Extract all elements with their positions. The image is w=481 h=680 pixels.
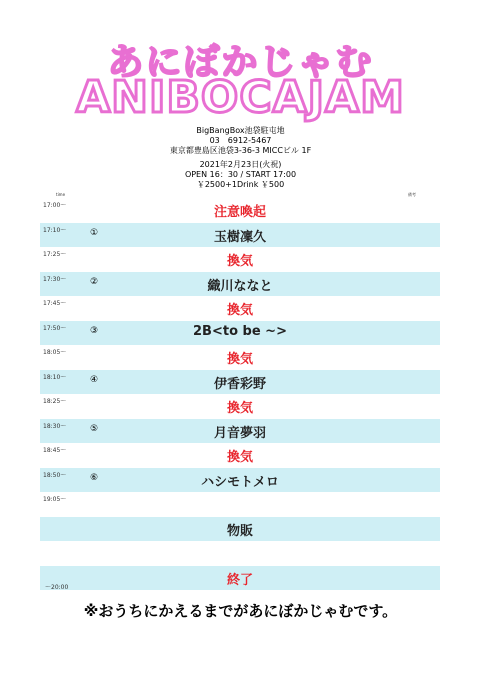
time-column-label: time [56,192,66,197]
timetable-row [40,566,440,591]
timetable-row [40,394,440,419]
row-time: 17:45〜 [43,300,67,307]
venue-name: BigBangBox池袋駐屯地 [196,126,285,135]
row-number: ④ [90,374,99,385]
timetable-row [40,443,440,468]
row-time: 17:00〜 [43,202,67,209]
row-time: 18:30〜 [43,422,67,430]
row-time: 18:50〜 [43,471,67,479]
notes-column-label: 備考 [408,192,416,197]
timetable-row [40,517,440,542]
logo-title-english: ANIBOCAJAM [76,72,405,123]
row-title: 換気 [226,254,253,269]
footer-note: ※おうちにかえるまでがあにぼかじゃむです。 [83,602,398,620]
row-title: 終了 [226,572,253,588]
timetable-row [40,321,440,346]
row-title: 玉樹凜久 [213,229,266,245]
row-title: ハシモトメロ [201,474,279,490]
timetable [40,198,440,590]
end-time: 〜20:00 [45,583,69,591]
timetable-row [40,370,440,395]
row-number: ⑥ [90,472,99,483]
logo-title-japanese: あにぼかじゃむ [107,42,374,83]
row-time: 19:05〜 [43,496,67,503]
row-title: 物販 [226,523,253,539]
timetable-row [40,272,440,297]
row-title: 換気 [226,401,253,416]
event-times: OPEN 16：30 / START 17:00 [184,170,297,179]
timetable-row [40,345,440,370]
row-time: 17:30〜 [43,275,67,283]
timetable-row [40,468,440,493]
row-title: 換気 [226,352,253,367]
row-number: ② [90,276,99,287]
row-title: 2B<to be ~> [193,323,287,339]
timetable-row [40,247,440,272]
venue-address: 東京都豊島区池袋3-36-3 MICCビル 1F [169,146,312,155]
timetable-row [40,492,440,517]
event-price: ￥2500+1Drink ￥500 [196,180,285,189]
row-title: 注意喚起 [213,205,266,220]
row-time: 17:10〜 [43,226,67,234]
timetable-row [40,296,440,321]
venue-phone: 03 6912-5467 [209,136,272,145]
row-time: 17:50〜 [43,324,67,332]
row-title: 月音夢羽 [213,425,266,441]
row-title: 伊香彩野 [213,376,266,392]
row-number: ⑤ [90,423,99,434]
row-time: 18:10〜 [43,373,67,381]
row-title: 換気 [226,450,253,465]
row-time: 18:45〜 [43,447,67,454]
row-time: 17:25〜 [43,251,67,258]
timetable-row [40,419,440,444]
event-date: 2021年2月23日(火祝) [199,160,282,169]
timetable-row [40,198,440,223]
timetable-row [40,223,440,248]
row-time: 18:25〜 [43,398,67,405]
row-title: 換気 [226,303,253,318]
timetable-row [40,541,440,566]
row-time: 18:05〜 [43,349,67,356]
row-number: ③ [90,325,99,336]
row-title: 織川ななと [207,278,273,294]
row-number: ① [90,227,99,238]
